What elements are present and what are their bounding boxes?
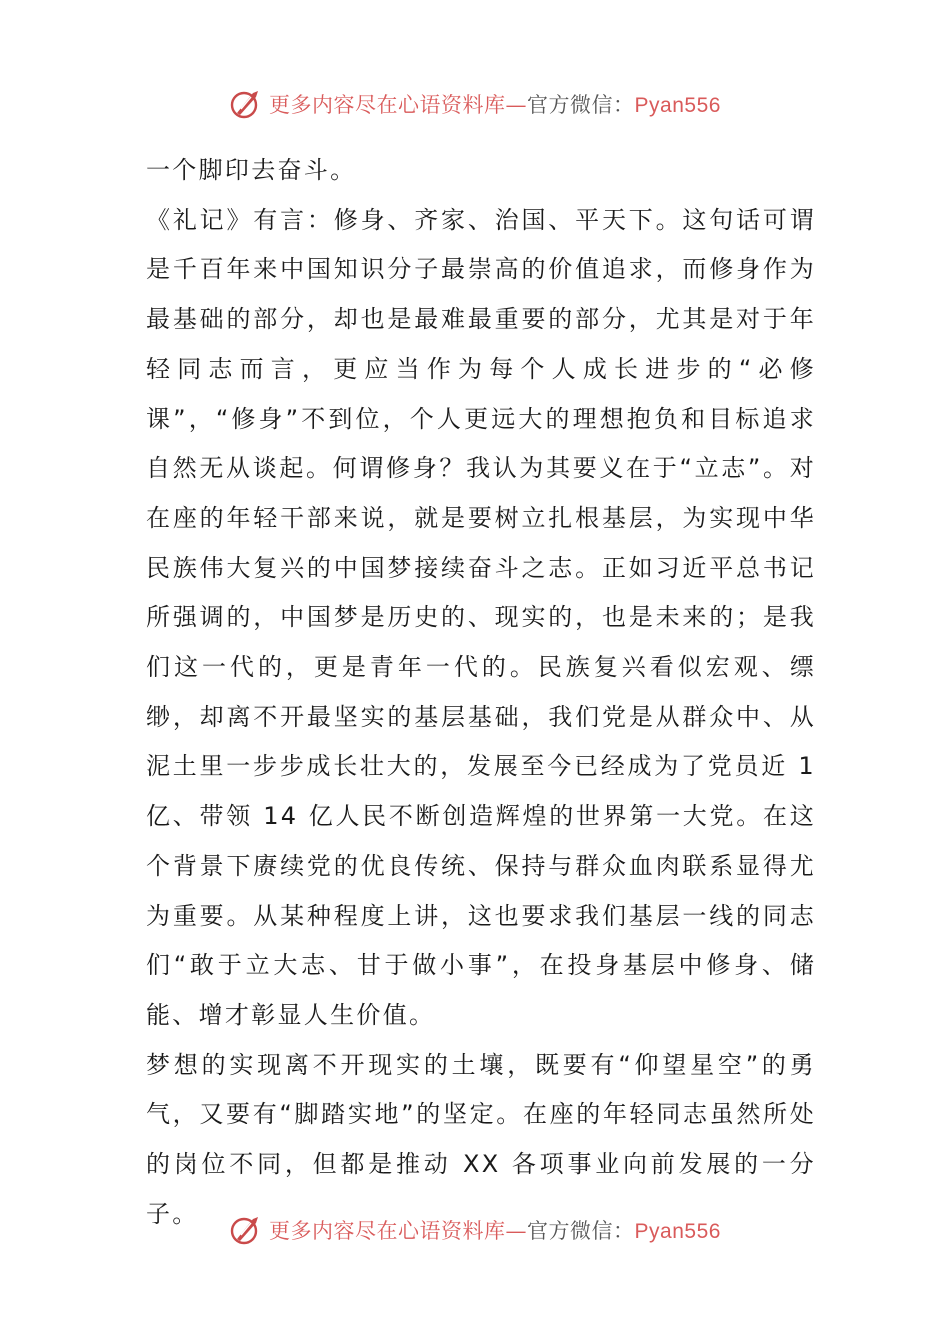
paragraph-1: 一个脚印去奋斗。 bbox=[146, 156, 357, 184]
quill-pen-logo-icon bbox=[229, 1213, 263, 1247]
header-banner bbox=[0, 84, 950, 124]
header-wechat-id: Pyan556 bbox=[634, 94, 721, 117]
footer-brand: 更多内容尽在心语资料库 bbox=[269, 1219, 506, 1243]
footer-separator: — bbox=[505, 1219, 528, 1243]
header-separator: — bbox=[505, 93, 528, 117]
header-text bbox=[269, 89, 721, 119]
body-text bbox=[146, 146, 816, 1239]
header-brand: 更多内容尽在心语资料库 bbox=[269, 93, 506, 117]
header-wechat-label: 官方微信： bbox=[527, 93, 635, 117]
paragraph-2: 《礼记》有言：修身、齐家、治国、平天下。这句话可谓是千百年来中国知识分子最崇高的价值追求，而修身作为最基础的部分，却也是最难最重要的部分，尤其是对于年轻同志而言，更应当作为每个人成长进步的“必修课”，“修身”不到位，个人更远大的理想抱负和目标追求自然无从谈起。何谓修身？我认为其要义在于“立志”。对在座的年轻干部来说，就是要树立扎根基层，为实现中华民族伟大复兴的中国梦接续奋斗之志。正如习近平总书记所强调的，中国梦是历史的、现实的，也是未来的；是我们这一代的，更是青年一代的。民族复兴看似宏观、缥缈，却离不开最坚实的基层基础，我们党是从群众中、从泥土里一步步成长壮大的，发展至今已经成为了党员近 1 亿、带领 14 亿人民不断创造辉煌的世界第一大党。在这个背景下赓续党的优良传统、保持与群众血肉联系显得尤为重要。从某种程度上讲，这也要求我们基层一线的同志们“敢于立大志、甘于做小事”，在投身基层中修身、储能、增才彰显人生价值。 bbox=[146, 205, 816, 1029]
quill-pen-logo-icon bbox=[229, 87, 263, 121]
footer-wechat-label: 官方微信： bbox=[527, 1219, 635, 1243]
footer-text bbox=[269, 1215, 721, 1245]
paragraph-3: 梦想的实现离不开现实的土壤，既要有“仰望星空”的勇气，又要有“脚踏实地”的坚定。在座的年轻同志虽然所处的岗位不同，但都是推动 XX 各项事业向前发展的一分子。 bbox=[146, 1050, 816, 1228]
footer-banner bbox=[0, 1210, 950, 1250]
footer-wechat-id: Pyan556 bbox=[634, 1220, 721, 1243]
